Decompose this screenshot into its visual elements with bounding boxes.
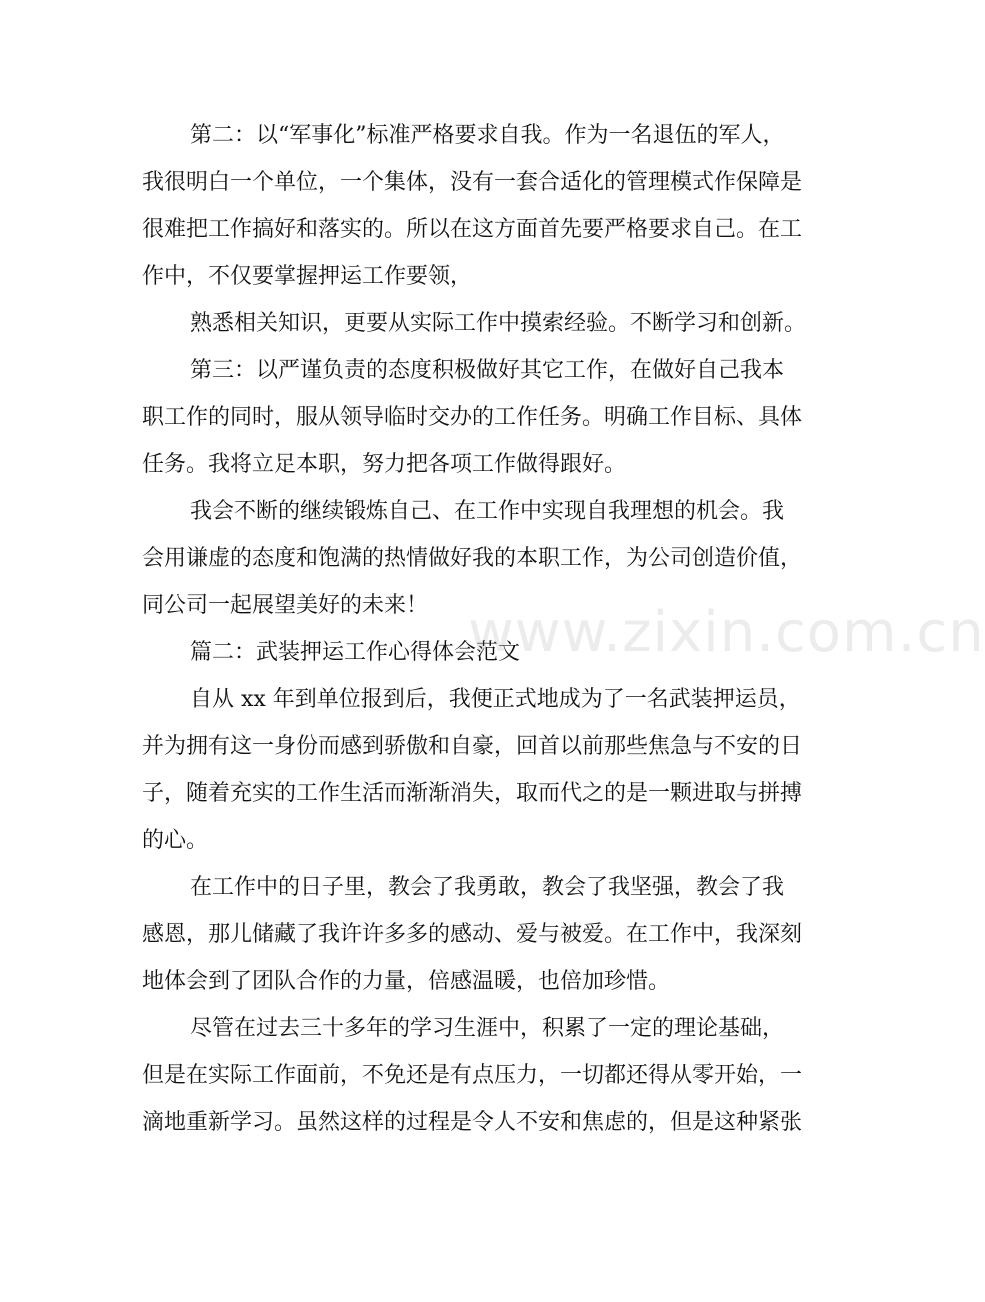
text-line: 我很明白一个单位，一个集体，没有一套合适化的管理模式作保障是 xyxy=(142,170,803,195)
text-line: 第二：以“军事化”标准严格要求自我。作为一名退伍的军人， xyxy=(190,123,785,148)
text-line: 自从 xx 年到单位报到后，我便正式地成为了一名武装押运员， xyxy=(190,687,801,712)
text-line: 感恩，那儿储藏了我许许多多的感动、爱与被爱。在工作中，我深刻 xyxy=(142,922,803,947)
text-line: 职工作的同时，服从领导临时交办的工作任务。明确工作目标、具体 xyxy=(142,405,803,430)
text-line: 子，随着充实的工作生活而渐渐消失，取而代之的是一颗进取与拼搏 xyxy=(142,781,803,806)
text-line: 任务。我将立足本职，努力把各项工作做得跟好。 xyxy=(142,452,627,477)
text-line: 作中，不仅要掌握押运工作要领， xyxy=(142,264,473,289)
text-line: 在工作中的日子里，教会了我勇敢，教会了我坚强，教会了我 xyxy=(190,875,785,900)
text-line: 的心。 xyxy=(142,828,209,853)
text-line: 同公司一起展望美好的未来！ xyxy=(142,593,429,618)
text-line: 地体会到了团队合作的力量，倍感温暖，也倍加珍惜。 xyxy=(142,969,671,994)
text-line: 我会不断的继续锻炼自己、在工作中实现自我理想的机会。我 xyxy=(190,499,785,524)
text-line: 熟悉相关知识，更要从实际工作中摸索经验。不断学习和创新。 xyxy=(190,311,807,336)
text-line: 滴地重新学习。虽然这样的过程是令人不安和焦虑的，但是这种紧张 xyxy=(142,1110,803,1135)
text-line: 尽管在过去三十多年的学习生涯中，积累了一定的理论基础， xyxy=(190,1016,785,1041)
watermark: www.zixin.com.cn xyxy=(468,600,985,665)
text-line: 并为拥有这一身份而感到骄傲和自豪，回首以前那些焦急与不安的日 xyxy=(142,734,803,759)
text-line: 第三：以严谨负责的态度积极做好其它工作，在做好自己我本 xyxy=(190,358,785,383)
text-line: 很难把工作搞好和落实的。所以在这方面首先要严格要求自己。在工 xyxy=(142,217,803,242)
section-heading: 篇二：武装押运工作心得体会范文 xyxy=(190,640,521,665)
text-line: 但是在实际工作面前，不免还是有点压力，一切都还得从零开始，一 xyxy=(142,1063,803,1088)
text-line: 会用谦虚的态度和饱满的热情做好我的本职工作，为公司创造价值， xyxy=(142,546,803,571)
